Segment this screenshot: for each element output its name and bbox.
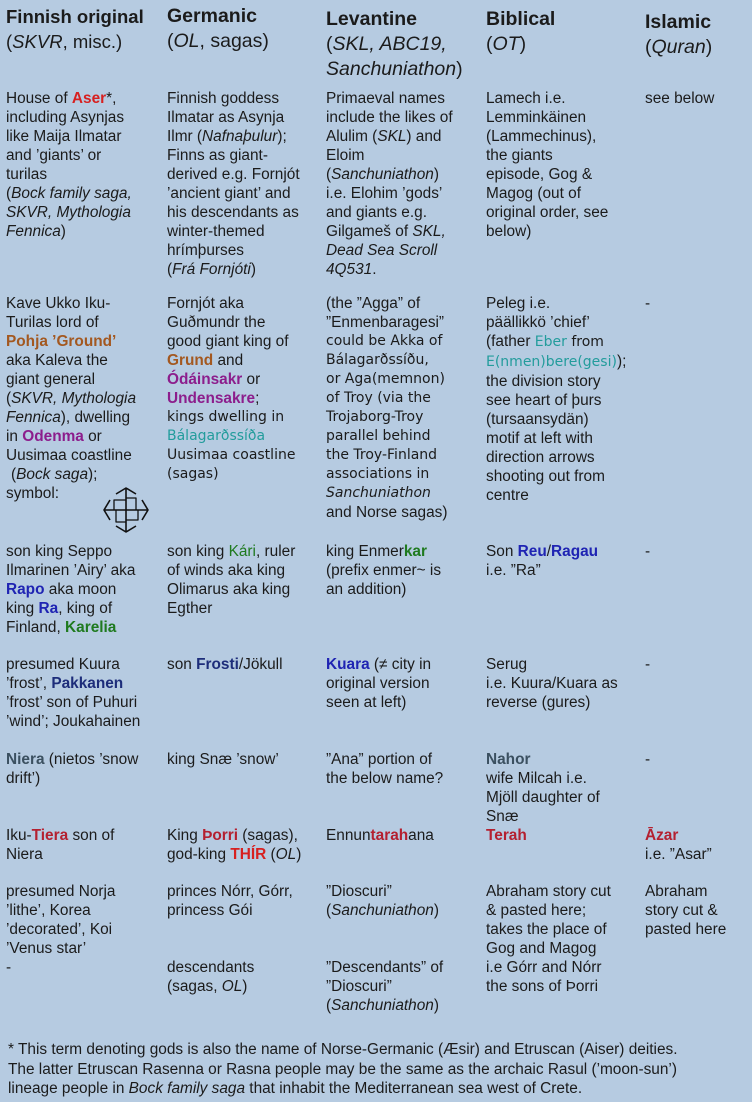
cell-biblical: Lamech i.e. Lemminkäinen (Lammechinus), the giants episode, Gog & Magog (out of original order, see below) bbox=[486, 90, 609, 240]
cell-biblical: Terah bbox=[486, 827, 527, 844]
cell-islamic: - bbox=[645, 543, 651, 560]
cell-levantine: ”Ana” portion of the below name? bbox=[326, 751, 444, 787]
footnote: * This term denoting gods is also the name of Norse-Germanic (Æsir) and Etruscan (Aiser) deities. The latter Etruscan Rasenna or Rasna people may be the same as the archaic Rasul (’moon-sun’) lineage people in Bock family saga that inhabit the Mediterranean sea west of Crete. bbox=[8, 1041, 678, 1097]
cell-finnish: Iku-Tiera son of Niera bbox=[6, 827, 115, 863]
header-biblical: Biblical (OT) bbox=[486, 8, 556, 55]
cell-finnish: presumed Norja ’lithe’, Korea ’decorated’, Koi ’Venus star’ - bbox=[6, 883, 116, 976]
cell-levantine: Primaeval names include the likes of Alulim (SKL) and Eloim (Sanchuniathon) i.e. Elohim ’gods’ and giants e.g. Gilgameš of SKL, Dead Sea Scroll 4Q531. bbox=[326, 90, 453, 278]
cell-germanic: King Þorri (sagas), god-king THÍR (OL) bbox=[167, 827, 302, 863]
cell-levantine: (the ”Agga” of ”Enmenbaragesi” could be Akka of Bálagarðssíðu, or Aga(memnon) of Troy (via the Trojaborg-Troy parallel behind the Troy-Finland associations in Sanchuniathon and Norse sagas) bbox=[326, 295, 448, 521]
cell-finnish: son king Seppo Ilmarinen ’Airy’ aka Rapo aka moon king Ra, king of Finland, Karelia bbox=[6, 543, 136, 636]
swastika-arrows-icon bbox=[100, 484, 152, 536]
cell-finnish: Niera (nietos ’snow drift’) bbox=[6, 751, 139, 787]
cell-finnish: House of Aser*, including Asynjas like Maija Ilmatar and ’giants’ or turilas (Bock family saga, SKVR, Mythologia Fennica) bbox=[6, 90, 132, 240]
cell-biblical: Serug i.e. Kuura/Kuara as reverse (gures) bbox=[486, 656, 618, 711]
cell-levantine: ”Dioscuri” (Sanchuniathon) ”Descendants” of ”Dioscuri” (Sanchuniathon) bbox=[326, 883, 444, 1014]
cell-germanic: son Frosti/Jökull bbox=[167, 656, 283, 673]
cell-germanic: king Snæ ’snow’ bbox=[167, 751, 279, 768]
cell-germanic: Finnish goddess Ilmatar as Asynja Ilmr (Nafnaþulur); Finns as giant- derived e.g. Fornjót ’ancient giant’ and his descendants as winter-themed hrímþurses (Frá Fornjóti) bbox=[167, 90, 300, 278]
cell-islamic: Āzar i.e. ”Asar” bbox=[645, 827, 712, 863]
header-finnish: Finnish original (SKVR, misc.) bbox=[6, 6, 144, 52]
cell-islamic: - bbox=[645, 751, 651, 768]
cell-islamic: - bbox=[645, 295, 651, 312]
cell-germanic: princes Nórr, Górr, princess Gói descendants (sagas, OL) bbox=[167, 883, 293, 995]
cell-biblical: Peleg i.e. päällikkö ’chief’ (father Eber from E(nmen)bere(gesi)); the division story see heart of þurs (tursaansydän) motif at left with direction arrows shooting out from centre bbox=[486, 295, 627, 504]
cell-biblical: Son Reu/Ragau i.e. ”Ra” bbox=[486, 543, 599, 579]
header-germanic: Germanic (OL, sagas) bbox=[167, 5, 269, 52]
cell-finnish: Kave Ukko Iku- Turilas lord of Pohja ’Ground’ aka Kaleva the giant general (SKVR, Mythologia Fennica), dwelling in Odenma or Uusimaa coastline (Bock saga); symbol: bbox=[6, 295, 137, 502]
cell-levantine: Kuara (≠ city in original version seen at left) bbox=[326, 656, 432, 711]
cell-germanic: Fornjót aka Guðmundr the good giant king of Grund and Ódáinsakr or Undensakre; kings dwelling in Bálagarðssíða Uusimaa coastline (sagas) bbox=[167, 295, 296, 482]
cell-levantine: king Enmerkar (prefix enmer~ is an addition) bbox=[326, 543, 442, 598]
cell-biblical: Abraham story cut & pasted here; takes the place of Gog and Magog i.e Górr and Nórr the sons of Þorri bbox=[486, 883, 611, 995]
header-islamic: Islamic (Quran) bbox=[645, 11, 713, 58]
cell-biblical: Nahor wife Milcah i.e. Mjöll daughter of Snæ bbox=[486, 751, 600, 825]
cell-germanic: son king Kári, ruler of winds aka king Olimarus aka king Egther bbox=[167, 543, 296, 617]
cell-islamic: see below bbox=[645, 90, 715, 107]
cell-islamic: Abraham story cut & pasted here bbox=[645, 883, 727, 938]
cell-islamic: - bbox=[645, 656, 651, 673]
cell-finnish: presumed Kuura ’frost’, Pakkanen ’frost’ son of Puhuri ’wind’; Joukahainen bbox=[6, 656, 141, 730]
header-levantine: Levantine (SKL, ABC19, Sanchuniathon) bbox=[326, 8, 463, 80]
cell-levantine: Ennuntarahana bbox=[326, 827, 434, 844]
